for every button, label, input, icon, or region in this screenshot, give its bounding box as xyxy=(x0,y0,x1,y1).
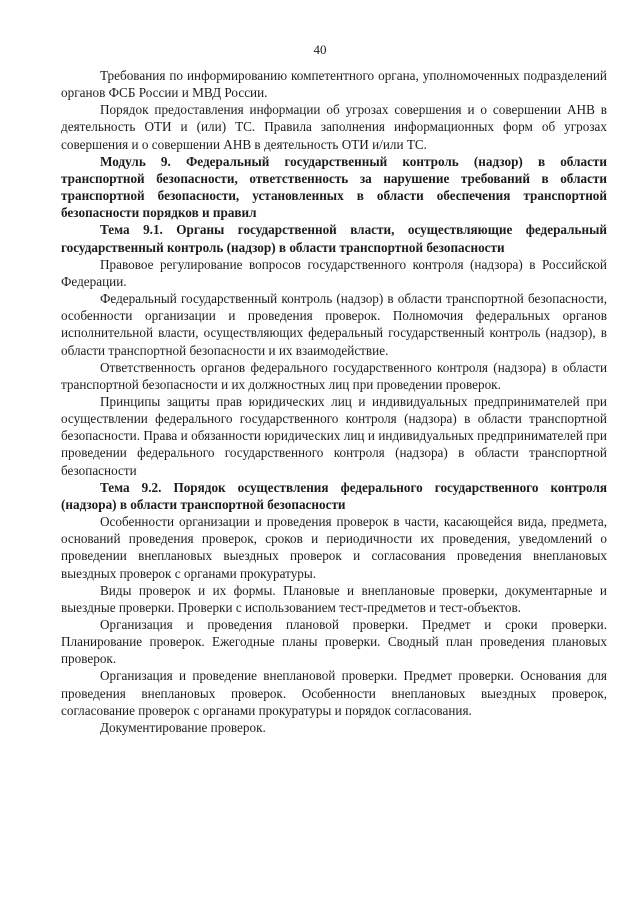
paragraph-information-procedure: Порядок предоставления информации об угрозах совершения и о совершении АНВ в деятельность ОТИ и (или) ТС. Правила заполнения информационных форм об угрозах совершения и о совершении АНВ в деятельность ОТИ и/или ТС. xyxy=(61,102,607,152)
paragraph-inspection-types: Виды проверок и их формы. Плановые и внеплановые проверки, документарные и выездные проверки. Проверки с использованием тест-предметов и тест-объектов. xyxy=(61,582,607,615)
paragraph-responsibility: Ответственность органов федерального государственного контроля (надзора) в области транспортной безопасности и их должностных лиц при проведении проверок. xyxy=(61,359,607,392)
paragraph-principles: Принципы защиты прав юридических лиц и индивидуальных предпринимателей при осуществлении федерального государственного контроля (надзора) в области транспортной безопасности. Права и обязанности юридических лиц и индивидуальных предпринимателей при проведении федерального государственного контроля (надзора) в области транспортной безопасности xyxy=(61,393,607,478)
paragraph-federal-control: Федеральный государственный контроль (надзор) в области транспортной безопасности, особенности организации и проведения проверок. Полномочия федеральных органов исполнительной власти, осуществляющих федеральный государственный контроль (надзор), в области транспортной безопасности и их взаимодействие. xyxy=(61,291,607,358)
paragraph-documentation: Документирование проверок. xyxy=(100,719,266,735)
paragraph-inspection-features: Особенности организации и проведения проверок в части, касающейся вида, предмета, оснований проведения проверок, сроков и периодичности их проведения, уведомлений о проведении внеплановых выездных проверок и согласования проведения внеплановых выездных проверок с органами прокуратуры. xyxy=(61,514,607,581)
page-number: 40 xyxy=(313,42,327,57)
paragraph-informing-requirements: Требования по информированию компетентного органа, уполномоченных подразделений органов ФСБ России и МВД России. xyxy=(61,68,607,101)
paragraph-unplanned-inspection: Организация и проведение внеплановой проверки. Предмет проверки. Основания для проведения внеплановых проверок. Особенности внеплановых выездных проверок, согласование проверок с органами прокуратуры и порядок согласования. xyxy=(61,668,607,718)
topic-9-2-heading: Тема 9.2. Порядок осуществления федерального государственного контроля (надзора) в области транспортной безопасности xyxy=(61,479,607,512)
document-body xyxy=(61,67,607,736)
paragraph-planned-inspection: Организация и проведения плановой проверки. Предмет и сроки проверки. Планирование проверок. Ежегодные планы проверки. Сводный план проведения плановых проверок. xyxy=(61,617,607,667)
module-9-heading: Модуль 9. Федеральный государственный контроль (надзор) в области транспортной безопасности, ответственность за нарушение требований в области транспортной безопасности, установленных в области обеспечения транспортной безопасности порядков и правил xyxy=(61,153,607,221)
topic-9-1-heading: Тема 9.1. Органы государственной власти, осуществляющие федеральный государственный контроль (надзор) в области транспортной безопасности xyxy=(61,222,607,255)
paragraph-legal-regulation: Правовое регулирование вопросов государственного контроля (надзора) в Российской Федерации. xyxy=(61,256,607,289)
